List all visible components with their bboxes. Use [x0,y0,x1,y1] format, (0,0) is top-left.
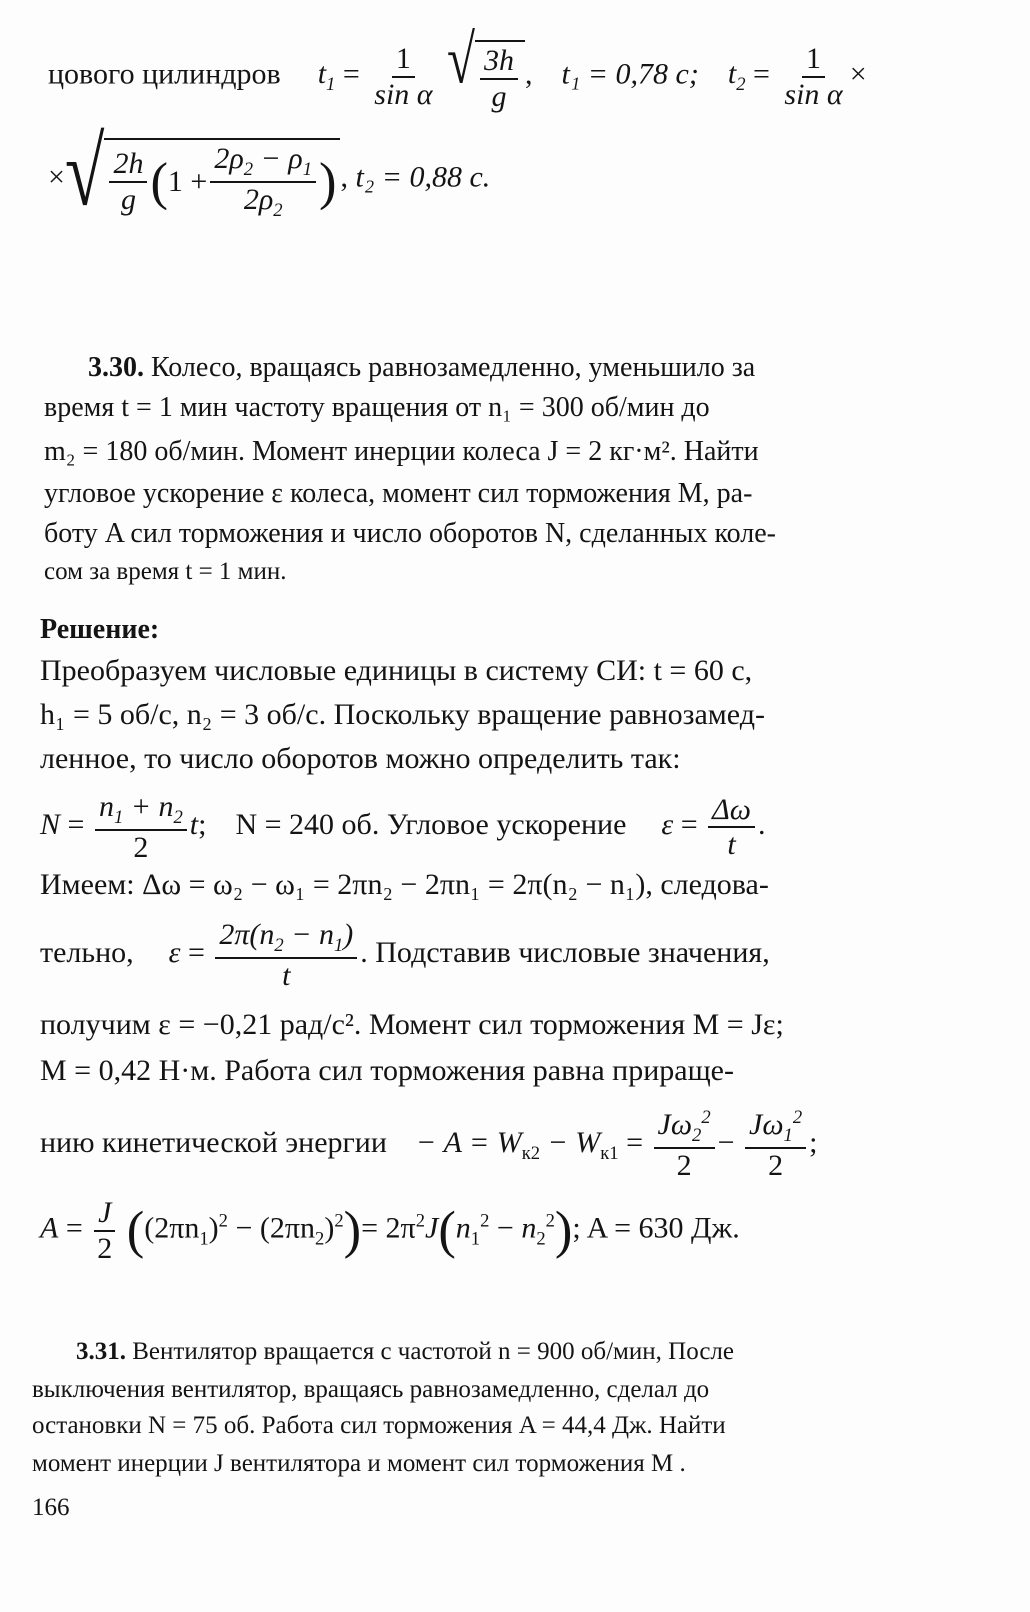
text-tel: тельно, [40,936,134,970]
t1-symbol: $t_1$ [317,57,336,96]
p330-text-1: Колесо, вращаясь равнозамедленно, уменьшило за [151,352,756,383]
solution-line-10: A = $\frac{J}{2}$ $((2\pi n_1)^2 - (2\pi n_2)^2)= 2\pi^2J(n_1^2 - n_2^2)$; A = 630 Дж. [40,1196,740,1265]
fraction-1-sin: $\frac{1}{\text{sin α}}$ [374,42,433,111]
fraction-n-sum: $\frac{n_1 + n_2}{2}$ [95,790,187,864]
n-result-text: N = 240 об. Угловое ускорение [235,808,627,842]
sqrt-2h-g: √ $\frac{2h}{g}$ ( 1 + $\frac{2\rho_2 - \rho_1}{2\rho_2}$ ) [65,138,341,222]
p330-line-2: время t = 1 мин частоту вращения от n₁ = 300 об/мин до [44,392,710,423]
p331-line-1 [76,1338,734,1366]
fraction-w1: $\frac{J\omega_1^2}{2}$ [745,1108,806,1182]
solution-line-1: Преобразуем числовые единицы в систему СИ: t = 60 с, [40,654,753,687]
solution-line-8: M = 0,42 Н·м. Работа сил торможения равна прираще- [40,1054,734,1087]
p330-line-5: боту A сил торможения и число оборотов N, сделанных коле- [44,518,776,549]
solution-line-7: получим ε = −0,21 рад/с². Момент сил торможения M = Jε; [40,1008,784,1041]
page-number: 166 [32,1494,70,1521]
solution-line-4: N = $\frac{n_1 + n_2}{2}$ t; N = 240 об. Угловое ускорение ε = $\frac{\Delta\omega}{t}$ . [40,790,766,864]
p331-line-4: момент инерции J вентилятора и момент сил торможения M . [32,1450,686,1477]
solution-heading: Решение: [40,614,160,645]
fraction-2-sin: $\frac{1}{\text{sin α}}$ [784,42,843,111]
text-substituted: . Подставив числовые значения, [360,936,770,970]
fraction-delta-omega: $\frac{\Delta\omega}{t}$ [708,793,755,862]
formula-line-2: × √ $\frac{2h}{g}$ ( 1 + $\frac{2\rho_2 - \rho_1}{2\rho_2}$ ) , t₂ = 0,88 с. [48,117,491,226]
problem-number: 3.30. [88,352,144,383]
a-result: A = 630 Дж. [586,1211,740,1245]
p330-line-6: сом за время t = 1 мин. [44,558,287,585]
text-kinetic: нию кинетической энергии [40,1126,387,1160]
solution-line-2: h₁ = 5 об/с, n₂ = 3 об/с. Поскольку вращение равнозамед- [40,698,765,731]
text-prefix: цового цилиндров [48,57,281,91]
solution-line-9: нию кинетической энергии − $A = W_{к2} - W_{к1}$ = $\frac{J\omega_2^2}{2}$ − $\frac{J\omega_1^2}{2}$ ; [40,1107,818,1182]
p330-line-1 [88,352,926,384]
fraction-epsilon: $\frac{2\pi(n_2 - n_1)}{t}$ [215,918,357,992]
t2-symbol: $t_2$ [727,57,746,96]
solution-line-5: Имеем: Δω = ω₂ − ω₁ = 2πn₂ − 2πn₁ = 2π(n₂ − n₁), следова- [40,868,769,901]
formula-line-1: цового цилиндров $t_1$ = $\frac{1}{\text{sin α}}$ √ $\frac{3h}{g}$ , t₁ = 0,78 с; $t_2$ = $\frac{1}{\text{sin α}}$ × [48,23,867,113]
t2-result: t₂ = 0,88 с. [355,160,491,194]
sqrt-3h-g: √ $\frac{3h}{g}$ [447,40,525,113]
fraction-j-2: $\frac{J}{2}$ [93,1196,116,1265]
t1-result: t₁ = 0,78 с; [561,57,699,91]
p330-line-4: угловое ускорение ε колеса, момент сил торможения M, ра- [44,478,753,509]
fraction-w2: $\frac{J\omega_2^2}{2}$ [654,1108,715,1182]
problem-number: 3.31. [76,1338,126,1365]
p331-line-3: остановки N = 75 об. Работа сил торможения A = 44,4 Дж. Найти [32,1412,726,1439]
solution-line-6: тельно, ε = $\frac{2\pi(n_2 - n_1)}{t}$ . Подставив числовые значения, [40,918,770,992]
p330-line-3: m₂ = 180 об/мин. Момент инерции колеса J = 2 кг·м². Найти [44,436,759,467]
p331-text-1: Вентилятор вращается с частотой n = 900 об/мин, После [132,1338,734,1365]
p331-line-2: выключения вентилятор, вращаясь равнозамедленно, сделал до [32,1376,710,1403]
solution-line-3: ленное, то число оборотов можно определить так: [40,742,681,775]
